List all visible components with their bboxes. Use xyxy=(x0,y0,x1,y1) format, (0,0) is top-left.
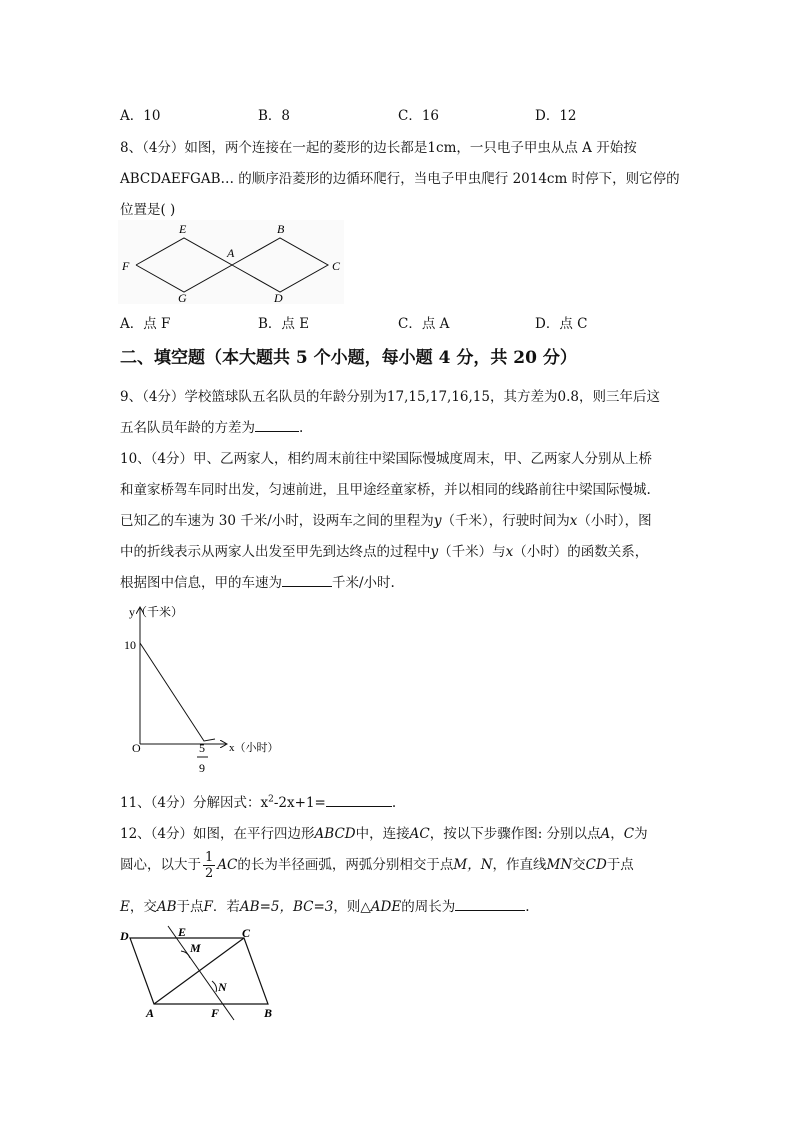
q8-line-3: 位置是( ) xyxy=(120,202,176,218)
q10-line-2: 和童家桥驾车同时出发，匀速前进，且甲途经童家桥，并以相同的线路前往中梁国际慢城. xyxy=(120,482,651,498)
q10-l4-y: y xyxy=(430,544,439,560)
q10-answer-blank[interactable] xyxy=(282,574,332,587)
q10-l4-a: 中的折线表示从两家人出发至甲先到达终点的过程中 xyxy=(120,544,431,560)
q12-l3-pe: E xyxy=(120,899,130,915)
q12-l1-pc: C xyxy=(623,826,635,842)
q8-label-g: G xyxy=(178,291,187,304)
q12-l2-c: ，作直线 xyxy=(492,857,547,873)
q7-option-d: D．12 xyxy=(535,108,577,124)
q10-l4-b: （千米）与 xyxy=(438,544,506,560)
q10-x-axis-label: x（小时） xyxy=(229,742,279,754)
q12-l3-cond: AB=5，BC=3 xyxy=(239,899,334,915)
q12-l2-ac: AC xyxy=(217,857,238,873)
q8-option-c: C．点 A xyxy=(398,316,450,332)
q8-label-c: C xyxy=(332,259,341,273)
q12-l2-a: 圆心，以大于 xyxy=(120,857,201,873)
q12-label-a: A xyxy=(146,1006,155,1020)
q12-l1-comma: ， xyxy=(610,826,624,842)
q12-label-m: M xyxy=(190,941,201,955)
q12-l3-a: ，交 xyxy=(129,899,157,915)
q12-line-1 xyxy=(120,822,648,842)
q10-line-3 xyxy=(120,509,652,529)
q8-line-1: 8、（4分）如图，两个连接在一起的菱形的边长都是1cm，一只电子甲虫从点 A 开始按 xyxy=(120,140,637,156)
q10-y-tick: 10 xyxy=(124,638,136,652)
q12-l1-c: ，按以下步骤作图: 分别以点 xyxy=(429,826,601,842)
q10-l5-b: 千米/小时. xyxy=(332,575,395,591)
q7-option-a: A．10 xyxy=(120,108,161,124)
q12-label-n: N xyxy=(218,980,227,994)
q12-label-d: D xyxy=(120,929,129,943)
q12-l3-c: ．若 xyxy=(212,899,240,915)
q10-x-tick-num: 5 xyxy=(199,741,205,755)
q10-l3-c: （小时），图 xyxy=(577,513,652,529)
q8-label-b: B xyxy=(277,222,285,236)
q12-l3-end: . xyxy=(525,899,530,915)
q10-line-4 xyxy=(120,540,648,560)
q8-label-a: A xyxy=(227,246,235,260)
q12-answer-blank[interactable] xyxy=(455,898,525,911)
q8-label-f: F xyxy=(122,259,130,273)
q12-label-e: E xyxy=(178,925,187,939)
q12-l1-pa: A xyxy=(600,826,611,842)
q10-origin: O xyxy=(132,741,141,755)
q12-l2-b: 的长为半径画弧，两弧分别相交于点 xyxy=(237,857,454,873)
q12-l3-ab: AB xyxy=(156,899,177,915)
q7-option-b: B．8 xyxy=(258,108,291,124)
q10-x-tick-den: 9 xyxy=(199,761,205,775)
q10-l5-a: 根据图中信息，甲的车速为 xyxy=(120,575,282,591)
q11-answer-blank[interactable] xyxy=(326,794,392,807)
q12-l3-ade: ADE xyxy=(370,899,402,915)
q9-line-2 xyxy=(120,416,303,436)
q10-l3-x: x xyxy=(569,513,578,529)
q12-l2-mn: MN xyxy=(546,857,573,873)
q8-label-d: D xyxy=(274,291,283,304)
q8-rhombus-figure xyxy=(118,220,344,304)
q10-l4-c: （小时）的函数关系， xyxy=(513,544,649,560)
q12-l2-e: 于点 xyxy=(606,857,634,873)
q8-line-2: ABCDAEFGAB… 的顺序沿菱形的边循环爬行，当电子甲虫爬行 2014cm 时停下，则它停的 xyxy=(120,171,680,187)
q9-answer-blank[interactable] xyxy=(255,419,299,432)
q11-text-a: 11、（4分）分解因式：x xyxy=(120,795,269,811)
q12-frac-den: 2 xyxy=(205,866,214,881)
q12-l3-pf: F xyxy=(203,899,213,915)
q9-line-2-text: 五名队员年龄的方差为 xyxy=(120,420,255,436)
q8-option-a: A．点 F xyxy=(120,316,171,332)
q10-y-axis-label: y（千米） xyxy=(129,605,184,619)
q12-l3-d: ，则△ xyxy=(333,899,371,915)
section-title: 二、填空题（本大题共 5 个小题，每小题 4 分，共 20 分） xyxy=(120,348,577,368)
q12-parallelogram-figure xyxy=(116,924,282,1024)
q11-text-c: . xyxy=(391,795,397,811)
q10-polyline xyxy=(140,643,215,741)
q12-line-2 xyxy=(120,850,634,881)
q12-l3-e: 的周长为 xyxy=(401,899,456,915)
q8-label-e: E xyxy=(179,222,187,236)
q10-l4-x: x xyxy=(505,544,514,560)
q12-l1-d: 为 xyxy=(634,826,648,842)
q7-option-c: C．16 xyxy=(398,108,440,124)
q8-option-b: B．点 E xyxy=(258,316,310,332)
q10-l3-a: 已知乙的车速为 30 千米/小时，设两车之间的里程为 xyxy=(120,513,434,529)
q12-fraction xyxy=(203,850,215,881)
q10-graph xyxy=(118,600,288,778)
q10-l3-y: y xyxy=(433,513,442,529)
q12-l2-d: 交 xyxy=(572,857,586,873)
q12-l3-b: 于点 xyxy=(176,899,204,915)
q12-l1-a: 12、（4分）如图，在平行四边形 xyxy=(120,826,315,842)
q12-label-c: C xyxy=(242,926,251,940)
q12-label-b: B xyxy=(264,1006,273,1020)
q12-label-f: F xyxy=(211,1006,220,1020)
q12-l2-mn-points: M，N xyxy=(453,857,493,873)
q10-line-1: 10、（4分）甲、乙两家人，相约周末前往中梁国际慢城度周末，甲、乙两家人分别从上桥 xyxy=(120,451,653,467)
q12-line-3 xyxy=(120,895,530,915)
q12-l1-abcd: ABCD xyxy=(314,826,356,842)
q8-option-d: D．点 C xyxy=(535,316,588,332)
q11-line xyxy=(120,791,396,811)
q11-sup: 2 xyxy=(268,794,274,805)
q12-l1-ac: AC xyxy=(409,826,430,842)
q12-frac-num: 1 xyxy=(205,850,214,865)
q10-l3-b: （千米），行驶时间为 xyxy=(441,513,570,529)
q12-l1-b: 中，连接 xyxy=(355,826,410,842)
q9-line-2-end: . xyxy=(299,420,304,436)
q12-l2-cd: CD xyxy=(585,857,607,873)
q11-text-b: -2x+1= xyxy=(273,795,326,811)
q10-line-5 xyxy=(120,571,395,591)
q9-line-1: 9、（4分）学校篮球队五名队员的年龄分别为17,15,17,16,15，其方差为0.8，则三年后这 xyxy=(120,389,660,405)
